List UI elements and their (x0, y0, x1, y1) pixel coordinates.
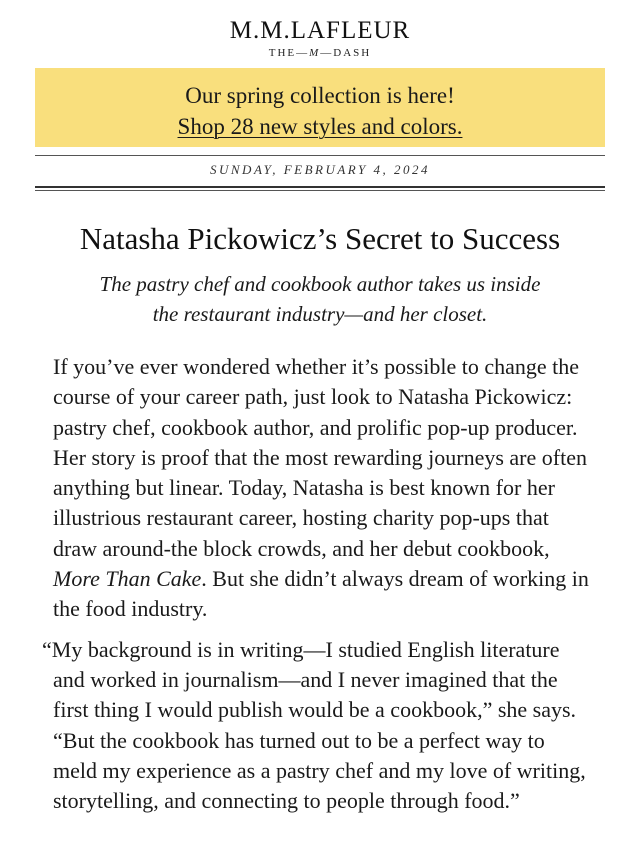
newsletter-name (0, 46, 640, 60)
paragraph-text: If you’ve ever wondered whether it’s possible to change the course of your career path, just look to Natasha Pickowicz: pastry chef, cookbook author, and prolific pop-up producer. Her story is proof that the most rewarding journeys are often anything but linear. Today, Natasha is best known for her illustrious restaurant career, hosting charity pop-ups that draw around-the block crowds, and her debut cookbook, (53, 354, 587, 561)
article-quote-paragraph: “My background is in writing—I studied English literature and worked in journalism—and I never imagined that the first thing I would publish would be a cookbook,” she says. “But the cookbook has turned out to be a perfect way to meld my experience as a pastry chef and my love of writing, storytelling, and connecting to people through food.” (42, 636, 586, 814)
bottom-divider (35, 186, 605, 188)
article-body (42, 352, 593, 826)
article-paragraph (53, 352, 593, 625)
promo-headline: Our spring collection is here! (185, 83, 455, 108)
article-dek (80, 269, 560, 329)
book-title: More Than Cake (53, 566, 202, 592)
bottom-divider-thin (35, 190, 605, 191)
brand-logo[interactable]: M.M.LAFLEUR (229, 17, 411, 44)
newsletter-name-left: THE— (268, 47, 310, 59)
article-dek-line1: The pastry chef and cookbook author takes us inside (99, 272, 541, 296)
promo-banner (35, 68, 605, 147)
shop-new-styles-link[interactable]: Shop 28 new styles and colors. (177, 114, 463, 139)
top-divider (35, 155, 605, 156)
article-title: Natasha Pickowicz’s Secret to Success (79, 221, 561, 256)
article-dek-line2: the restaurant industry—and her closet. (152, 302, 488, 326)
newsletter-name-right: —DASH (320, 47, 372, 59)
brand-header (0, 0, 640, 60)
paragraph-text-end: . But she didn’t always dream of working in the food industry. (53, 566, 589, 622)
issue-date: SUNDAY, FEBRUARY 4, 2024 (210, 162, 430, 177)
newsletter-name-em: M (309, 47, 321, 59)
